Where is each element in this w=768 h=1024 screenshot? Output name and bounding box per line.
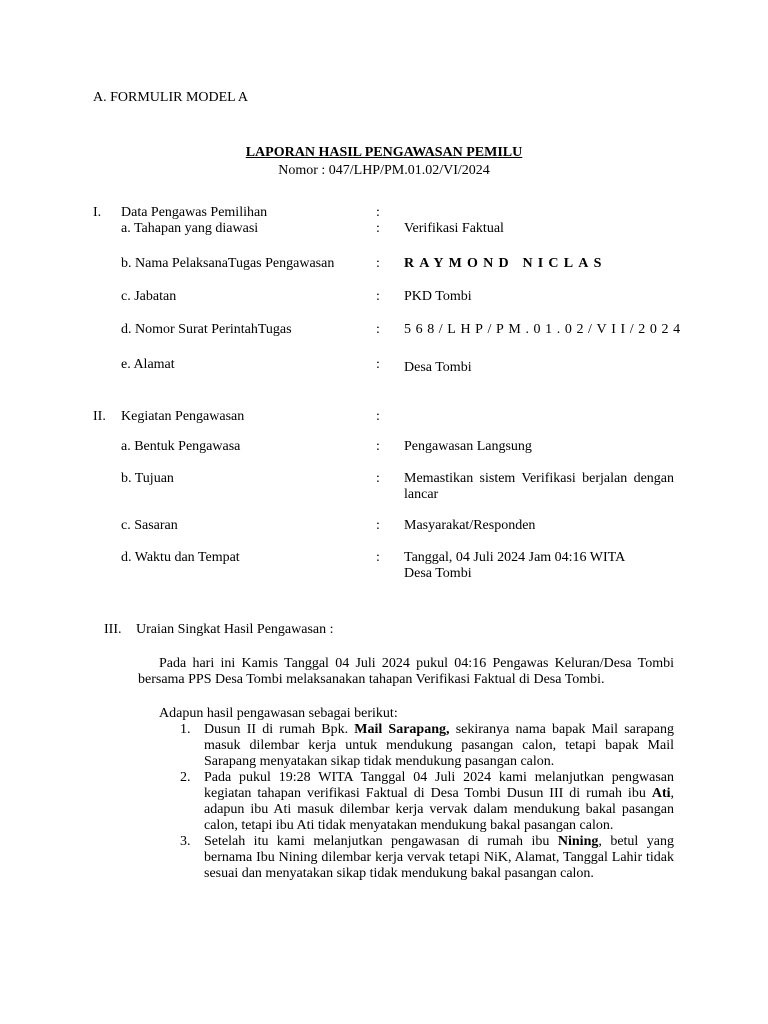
item-bold-name: Ati <box>651 786 671 801</box>
colon: : <box>376 550 380 565</box>
item-bold-name: Mail Sarapang, <box>354 722 450 737</box>
row-value: PKD Tombi <box>404 289 472 304</box>
row-value: Desa Tombi <box>404 566 472 581</box>
row-value: Desa Tombi <box>404 360 472 375</box>
section-1-numeral: I. <box>93 205 102 220</box>
row-label: c. Sasaran <box>121 518 178 533</box>
section-2-heading: Kegiatan Pengawasan <box>121 409 245 424</box>
item-text: Dusun II di rumah Bpk. <box>204 722 355 737</box>
row-label: a. Bentuk Pengawasa <box>121 439 241 454</box>
letter-number: 568/LHP/PM.01.02/VII/2024 <box>404 322 685 337</box>
findings-list <box>180 722 674 882</box>
row-value: Masyarakat/Responden <box>404 518 536 533</box>
row-label: b. Nama PelaksanaTugas Pengawasan <box>121 256 335 271</box>
row-value: Verifikasi Faktual <box>404 221 504 236</box>
row-label: a. Tahapan yang diawasi <box>121 221 259 236</box>
item-text: , betul yang bernama Ibu Nining dilembar kerja vervak tetapi NiK, Alamat, Tanggal Lahir tidak sesuai dan menyatakan sikap tidak mendukung bakal pasangan calon. <box>204 834 675 881</box>
list-item <box>180 770 674 834</box>
row-label: d. Waktu dan Tempat <box>121 550 240 565</box>
colon: : <box>376 289 380 304</box>
item-number: 1. <box>180 722 191 737</box>
lead-sentence: Adapun hasil pengawasan sebagai berikut: <box>159 706 398 721</box>
row-label: e. Alamat <box>121 357 175 372</box>
list-item <box>180 722 674 770</box>
row-label: b. Tujuan <box>121 471 174 486</box>
colon: : <box>376 322 380 337</box>
item-text: Setelah itu kami melanjutkan pengawasan di rumah ibu <box>204 834 558 849</box>
section-1-heading: Data Pengawas Pemilihan <box>121 205 268 220</box>
officer-name: RAYMOND NICLAS <box>404 256 607 271</box>
colon: : <box>376 357 380 372</box>
colon: : <box>376 409 380 424</box>
item-number: 3. <box>180 834 191 849</box>
row-value: Tanggal, 04 Juli 2024 Jam 04:16 WITA <box>404 550 626 565</box>
colon: : <box>376 439 380 454</box>
report-title: LAPORAN HASIL PENGAWASAN PEMILU <box>245 145 523 160</box>
colon: : <box>376 205 380 220</box>
row-label: d. Nomor Surat PerintahTugas <box>121 322 292 337</box>
item-text: , adapun ibu Ati masuk dilembar kerja vervak dalam mendukung bakal pasangan calon, tetapi ibu Ati tidak menyatakan mendukung bakal pasangan calon. <box>204 786 674 833</box>
colon: : <box>376 471 380 486</box>
report-number: Nomor : 047/LHP/PM.01.02/VI/2024 <box>278 163 490 178</box>
list-item <box>180 834 674 882</box>
row-value: Memastikan sistem Verifikasi berjalan dengan lancar <box>404 471 674 502</box>
row-value: Pengawasan Langsung <box>404 439 532 454</box>
section-3-heading: Uraian Singkat Hasil Pengawasan : <box>136 622 334 637</box>
item-text: sekiranya nama bapak Mail sarapang masuk dilembar kerja untuk mendukung pasangan calon, tetapi bapak Mail Sarapang menyatakan sikap tidak mendukung pasangan calon. <box>204 722 674 769</box>
colon: : <box>376 221 380 236</box>
item-number: 2. <box>180 770 191 785</box>
colon: : <box>376 518 380 533</box>
item-bold-name: Nining <box>557 834 599 849</box>
item-text: Pada pukul 19:28 WITA Tanggal 04 Juli 2024 kami melanjutkan pengwasan kegiatan tahapan verifikasi Faktual di Desa Tombi Dusun III di rumah ibu <box>204 770 674 801</box>
colon: : <box>376 256 380 271</box>
intro-paragraph: Pada hari ini Kamis Tanggal 04 Juli 2024 pukul 04:16 Pengawas Keluran/Desa Tombi bersama PPS Desa Tombi melaksanakan tahapan Verifikasi Faktual di Desa Tombi. <box>138 656 674 687</box>
section-3-numeral: III. <box>104 622 122 637</box>
row-label: c. Jabatan <box>121 289 177 304</box>
section-a-heading: A. FORMULIR MODEL A <box>93 90 249 105</box>
section-2-numeral: II. <box>93 409 106 424</box>
